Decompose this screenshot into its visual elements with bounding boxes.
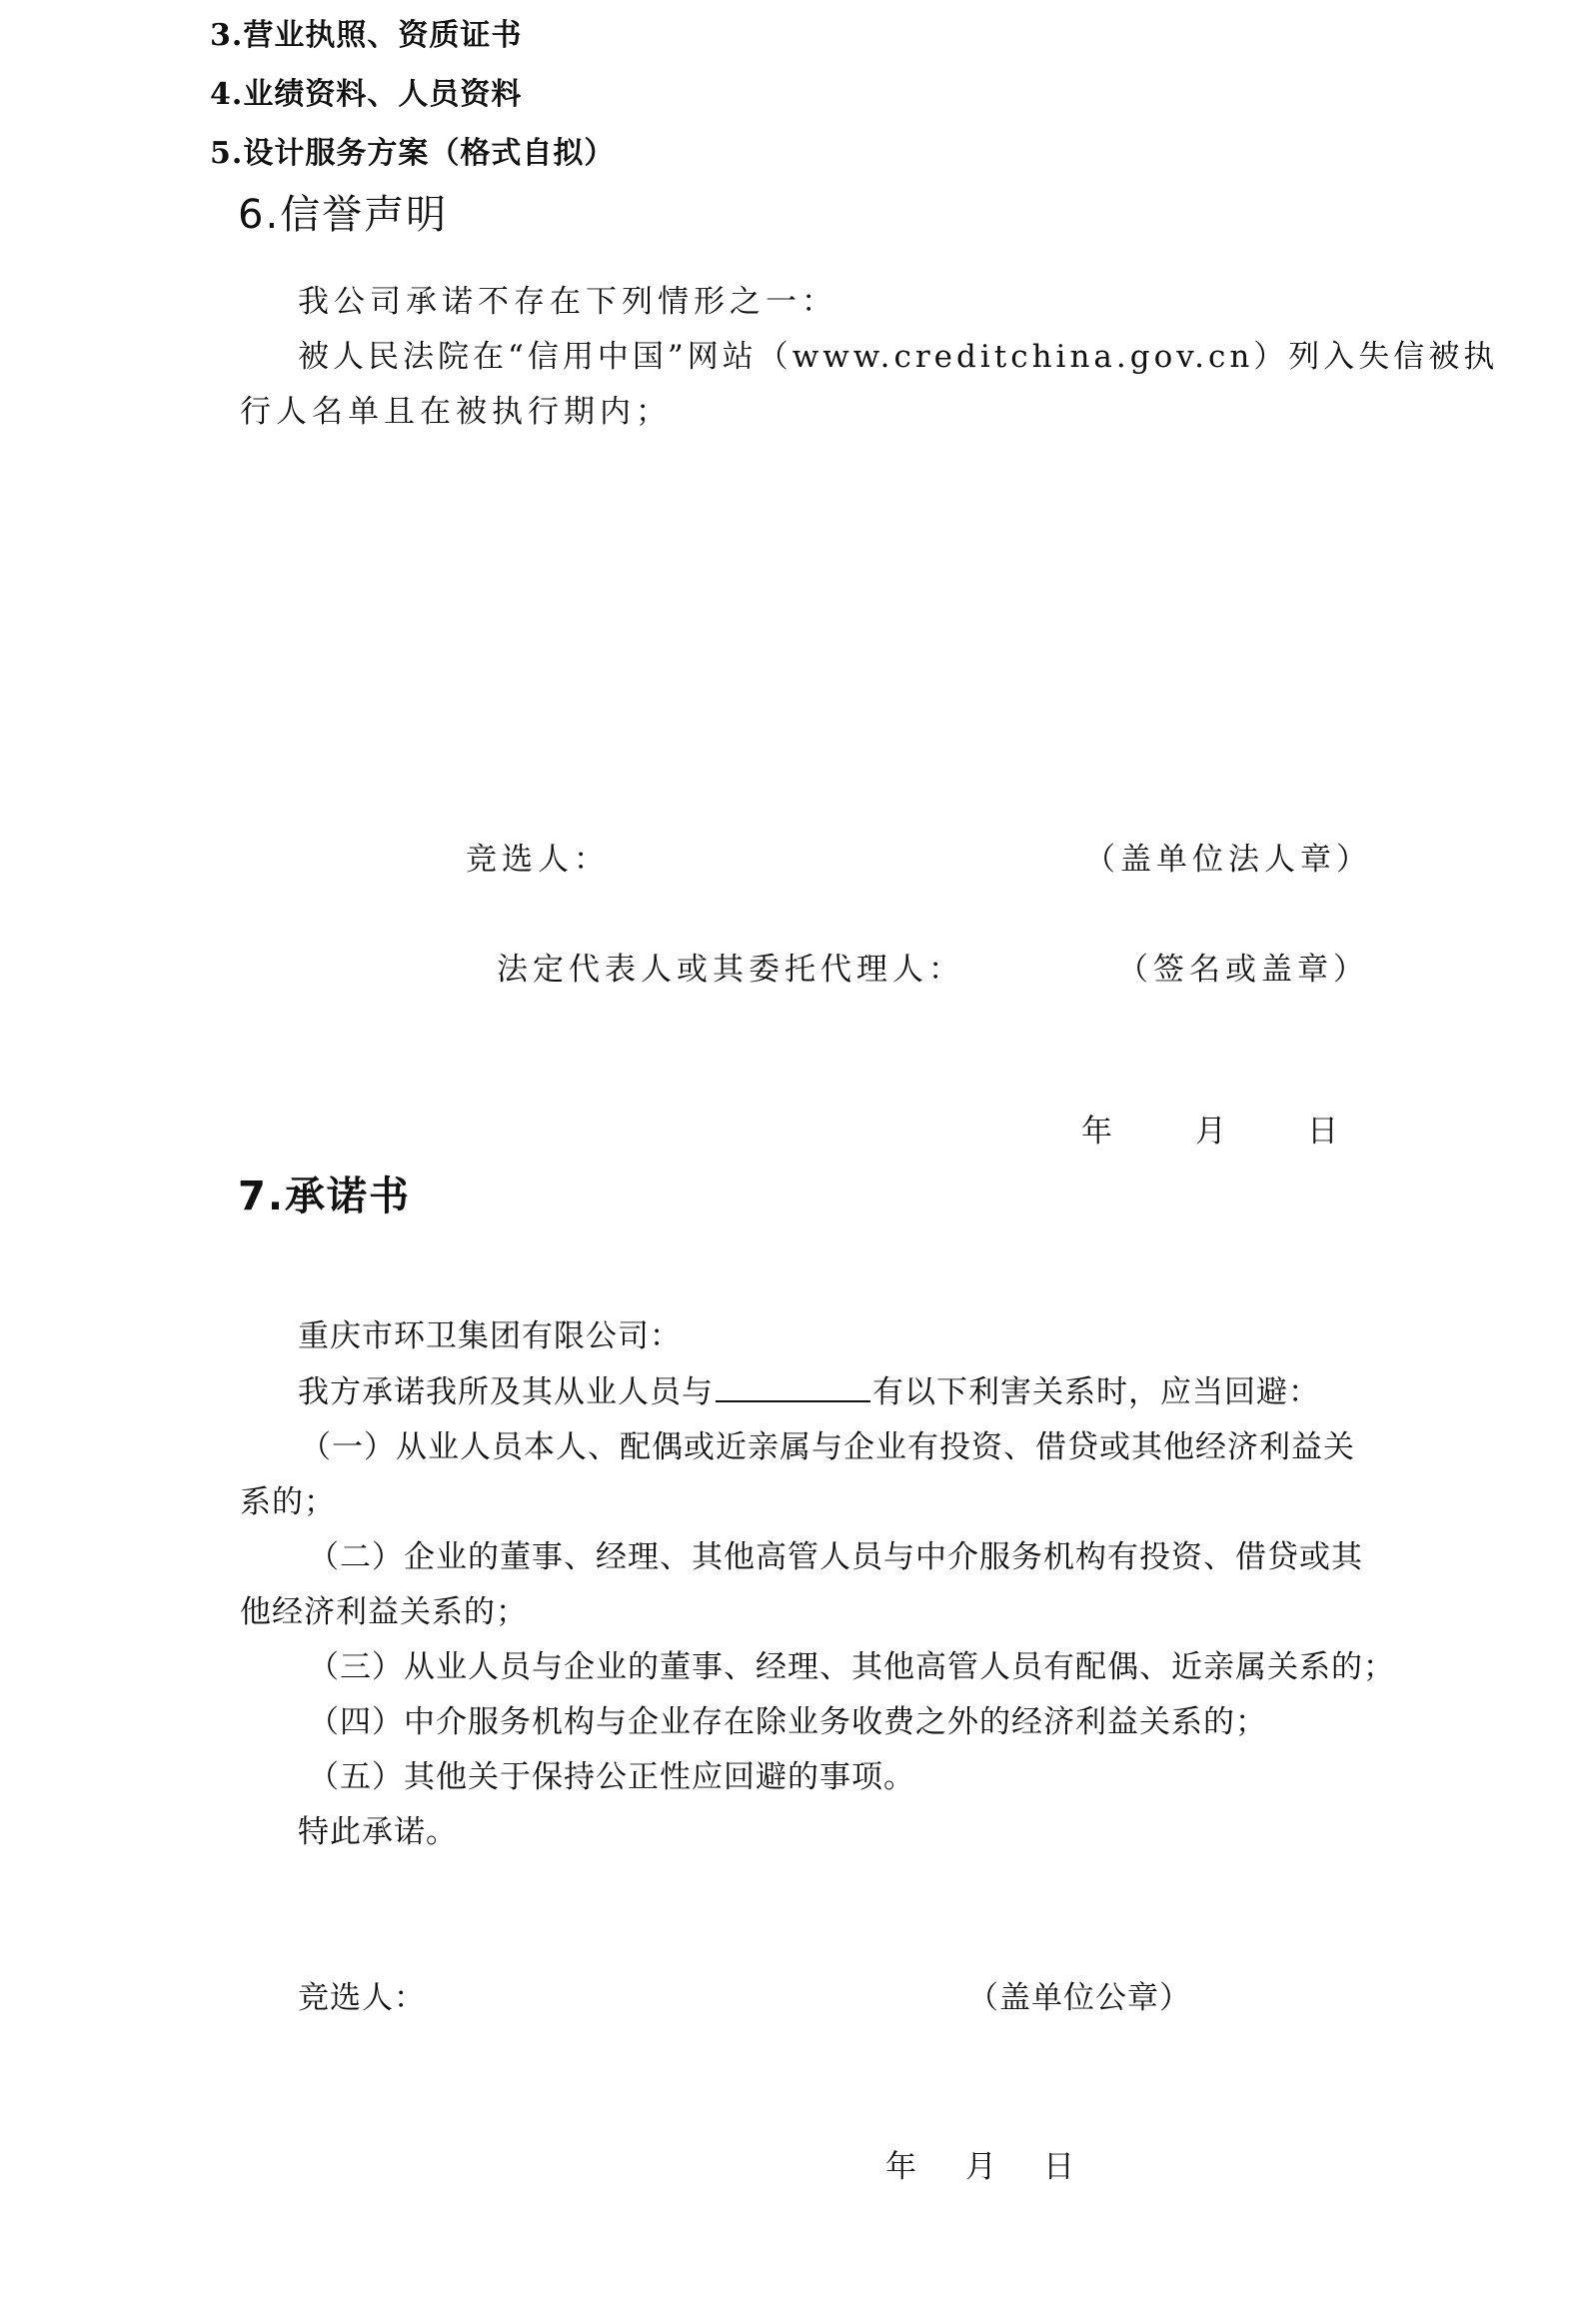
list-item-5: 5.设计服务方案（格式自拟） <box>210 136 616 171</box>
credit-date-day: 日 <box>1307 1114 1343 1150</box>
credit-rep-label: 法定代表人或其委托代理人： <box>497 952 964 988</box>
pledge-date-day: 日 <box>1043 2149 1075 2185</box>
credit-rep-seal: （签名或盖章） <box>1117 952 1369 988</box>
credit-line-1: 被人民法院在“信用中国”网站（www.creditchina.gov.cn）列入失信被执 <box>298 339 1499 375</box>
pledge-item-2-line-1: （二）企业的董事、经理、其他高管人员与中介服务机构有投资、借贷或其 <box>308 1539 1363 1575</box>
pledge-heading: 7.承诺书 <box>238 1173 412 1219</box>
credit-bidder-seal: （盖单位法人章） <box>1084 842 1372 878</box>
pledge-bidder-seal: （盖单位公章） <box>967 1980 1191 2016</box>
pledge-item-4: （四）中介服务机构与企业存在除业务收费之外的经济利益关系的； <box>308 1704 1267 1740</box>
pledge-intro-after: 有以下利害关系时，应当回避： <box>872 1374 1320 1410</box>
pledge-blank-line <box>716 1374 870 1402</box>
pledge-intro <box>298 1366 1320 1411</box>
credit-intro: 我公司承诺不存在下列情形之一： <box>298 284 837 320</box>
credit-date-month: 月 <box>1195 1114 1231 1150</box>
pledge-date-year: 年 <box>885 2149 917 2185</box>
list-item-4: 4.业绩资料、人员资料 <box>210 77 523 112</box>
pledge-item-5: （五）其他关于保持公正性应回避的事项。 <box>308 1759 915 1795</box>
pledge-item-1-line-1: （一）从业人员本人、配偶或近亲属与企业有投资、借贷或其他经济利益关 <box>300 1429 1355 1465</box>
pledge-item-1-line-2: 系的； <box>240 1484 336 1520</box>
credit-heading: 6.信誉声明 <box>238 192 449 238</box>
pledge-intro-before: 我方承诺我所及其从业人员与 <box>298 1374 714 1410</box>
pledge-date-month: 月 <box>965 2149 997 2185</box>
pledge-addressee: 重庆市环卫集团有限公司： <box>298 1318 682 1354</box>
credit-line-2: 行人名单且在被执行期内； <box>240 394 672 430</box>
pledge-closing: 特此承诺。 <box>298 1814 458 1850</box>
list-item-3: 3.营业执照、资质证书 <box>210 18 523 53</box>
pledge-bidder-label: 竞选人： <box>298 1980 426 2016</box>
pledge-item-3: （三）从业人员与企业的董事、经理、其他高管人员有配偶、近亲属关系的； <box>308 1649 1395 1685</box>
credit-bidder-label: 竞选人： <box>466 842 610 878</box>
pledge-item-2-line-2: 他经济利益关系的； <box>240 1594 528 1630</box>
credit-date-year: 年 <box>1081 1114 1117 1150</box>
